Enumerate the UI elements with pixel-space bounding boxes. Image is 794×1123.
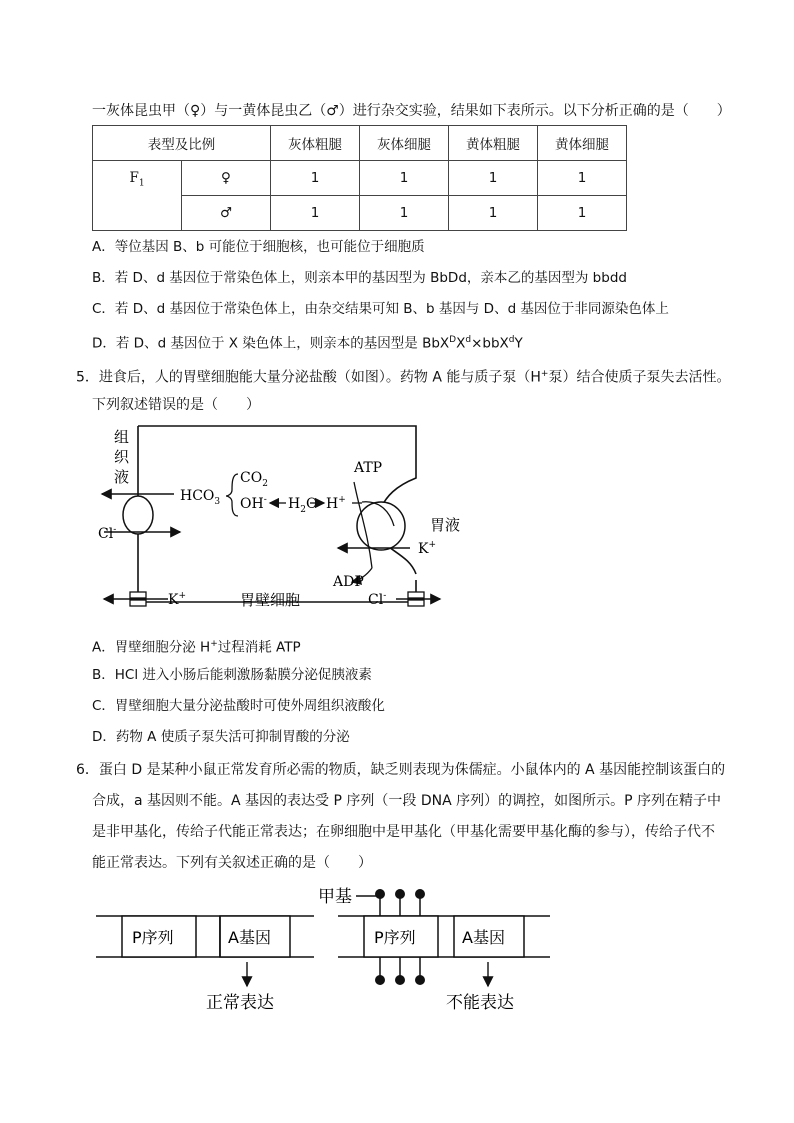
tissue-fluid-label: 液 xyxy=(114,468,130,486)
q5-option-c[interactable]: C．胃壁细胞大量分泌盐酸时可使外周组织液酸化 xyxy=(92,698,385,714)
q4-option-b[interactable]: B．若 D、d 基因位于常染色体上，则亲本甲的基因型为 BbDd，亲本乙的基因型为 bbdd xyxy=(92,270,627,286)
normal-expression-label: 正常表达 xyxy=(206,993,274,1013)
q5-line1 xyxy=(76,364,730,388)
q5-option-a-text: A．胃壁细胞分泌 H xyxy=(92,639,211,656)
hco3-label: $HCO_3$ xyxy=(180,488,221,507)
adp-label: ADP xyxy=(333,574,364,590)
methyl-dot xyxy=(395,889,405,899)
table-header-cell: 灰体粗腿 xyxy=(271,126,360,161)
dna-methylated xyxy=(318,887,550,1013)
q4-option-a[interactable]: A．等位基因 B、b 可能位于细胞核，也可能位于细胞质 xyxy=(92,239,425,255)
methylation-diagram xyxy=(92,880,562,1020)
q4-option-d[interactable] xyxy=(92,330,523,354)
k-plus-label-left: K+ xyxy=(168,591,187,608)
co2-label: $CO_2$ xyxy=(240,470,268,489)
gastric-cell-diagram xyxy=(90,422,460,622)
generation-subscript: 1 xyxy=(138,178,145,189)
k-channel xyxy=(130,592,146,598)
q4-option-d-text: Y xyxy=(514,335,523,352)
k-plus-label-right: K+ xyxy=(418,540,437,557)
q5-option-a[interactable] xyxy=(92,634,301,658)
q5-text: 5．进食后，人的胃壁细胞能大量分泌盐酸（如图）。药物 A 能与质子泵（H xyxy=(76,369,541,386)
q6-line4: 能正常表达。下列有关叙述正确的是（ ） xyxy=(92,855,372,871)
q4-option-d-text: ×bbX xyxy=(471,335,509,352)
methyl-label: 甲基 xyxy=(318,887,352,907)
superscript: D xyxy=(449,335,457,345)
cell-label: 胃壁细胞 xyxy=(240,591,301,609)
sex-cell-male: ♂ xyxy=(182,196,271,231)
generation-cell xyxy=(93,161,182,231)
methyl-dot xyxy=(415,975,425,985)
q4-option-d-text: D．若 D、d 基因位于 X 染色体上，则亲本的基因型是 BbX xyxy=(92,335,450,352)
table-header-cell: 灰体细腿 xyxy=(360,126,449,161)
superscript: + xyxy=(210,639,218,649)
a-gene-label: A基因 xyxy=(228,928,271,947)
q5-option-a-text: 过程消耗 ATP xyxy=(217,639,301,656)
table-cell: 1 xyxy=(271,196,360,231)
table-cell: 1 xyxy=(538,161,627,196)
cl-channel xyxy=(408,600,424,606)
tissue-fluid-label: 织 xyxy=(114,448,130,466)
superscript: + xyxy=(540,369,549,379)
atp-label: ATP xyxy=(354,460,383,476)
table-cell: 1 xyxy=(538,196,627,231)
sex-cell-female: ♀ xyxy=(182,161,271,196)
q5-line2: 下列叙述错误的是（ ） xyxy=(92,397,260,413)
table-cell: 1 xyxy=(360,161,449,196)
table-cell: 1 xyxy=(449,161,538,196)
tissue-fluid-label: 组 xyxy=(114,428,130,446)
p-sequence-label: P序列 xyxy=(374,928,416,947)
table-header-cell: 表型及比例 xyxy=(93,126,271,161)
h2o-label: $H_2O$ xyxy=(288,496,318,515)
result-table xyxy=(92,125,627,231)
table-cell: 1 xyxy=(271,161,360,196)
q6-line3: 是非甲基化，传给子代能正常表达；在卵细胞中是甲基化（甲基化需要甲基化酶的参与），传给子代不 xyxy=(92,824,715,840)
generation-label: F xyxy=(129,170,139,186)
q4-option-c[interactable]: C．若 D、d 基因位于常染色体上，由杂交结果可知 B、b 基因与 D、d 基因位于非同源染色体上 xyxy=(92,301,669,317)
q5-option-d[interactable]: D．药物 A 使质子泵失活可抑制胃酸的分泌 xyxy=(92,729,350,745)
oh-label: OH- xyxy=(240,495,267,512)
table-cell: 1 xyxy=(360,196,449,231)
table-header-cell: 黄体细腿 xyxy=(538,126,627,161)
superscript: d xyxy=(465,335,472,345)
no-expression-label: 不能表达 xyxy=(446,993,514,1013)
brace xyxy=(226,474,238,516)
q6-line1: 6．蛋白 D 是某种小鼠正常发育所必需的物质，缺乏则表现为侏儒症。小鼠体内的 A 基因能控制该蛋白的 xyxy=(76,762,726,778)
p-sequence-label: P序列 xyxy=(132,928,174,947)
methyl-dot xyxy=(415,889,425,899)
cl-right-label: Cl- xyxy=(368,591,387,608)
methyl-dot xyxy=(395,975,405,985)
cl-channel xyxy=(408,592,424,598)
q4-intro: 一灰体昆虫甲（♀）与一黄体昆虫乙（♂）进行杂交实验，结果如下表所示。以下分析正确的是（ ） xyxy=(92,103,731,119)
q5-option-b[interactable]: B．HCl 进入小肠后能刺激肠黏膜分泌促胰液素 xyxy=(92,667,372,683)
exchanger-transporter xyxy=(123,496,153,534)
superscript: d xyxy=(508,335,515,345)
h-plus-label: H+ xyxy=(326,495,346,512)
table-header-cell: 黄体粗腿 xyxy=(449,126,538,161)
q6-line2: 合成，a 基因则不能。A 基因的表达受 P 序列（一段 DNA 序列）的调控，如图所示。P 序列在精子中 xyxy=(92,793,722,809)
methyl-dot xyxy=(375,975,385,985)
cl-left-label: Cl- xyxy=(98,525,117,542)
dna-unmethylated xyxy=(96,916,314,1013)
k-channel xyxy=(130,600,146,606)
methyl-dot xyxy=(375,889,385,899)
gastric-juice-label: 胃液 xyxy=(430,516,460,534)
q5-text: 泵）结合使质子泵失去活性。 xyxy=(548,369,731,386)
q4-option-d-text: X xyxy=(456,335,466,352)
a-gene-label: A基因 xyxy=(462,928,505,947)
table-cell: 1 xyxy=(449,196,538,231)
